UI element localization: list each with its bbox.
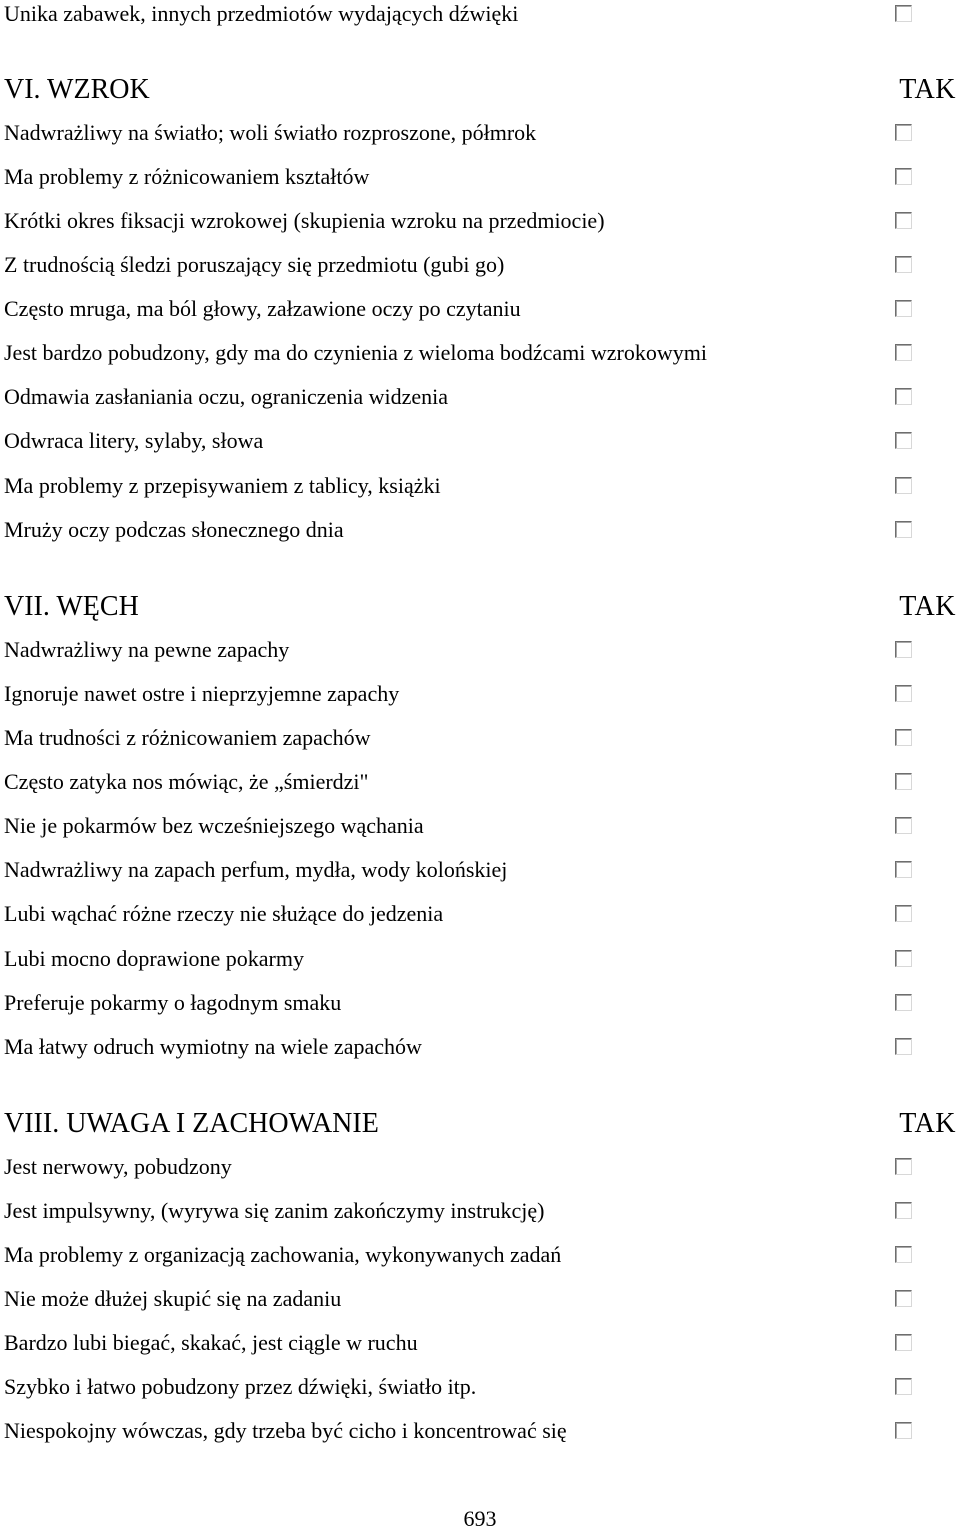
checkbox-tak[interactable] [895,1378,912,1395]
checkbox-tak[interactable] [895,641,912,658]
item-label: Unika zabawek, innych przedmiotów wydających dźwięki [4,1,519,26]
checkbox-tak[interactable] [895,212,912,229]
checkbox-tak[interactable] [895,861,912,878]
item-label: Ma trudności z różnicowaniem zapachów [4,725,371,750]
checkbox-tak[interactable] [895,1158,912,1175]
item-label: Niespokojny wówczas, gdy trzeba być cicho i koncentrować się [4,1418,567,1443]
checkbox-tak[interactable] [895,950,912,967]
column-label-tak: TAK [899,1108,956,1139]
item-label: Ma problemy z organizacją zachowania, wykonywanych zadań [4,1242,562,1267]
section-heading [4,587,956,627]
item-label: Często mruga, ma ból głowy, załzawione oczy po czytaniu [4,296,521,321]
column-label-tak: TAK [899,591,956,622]
item-label: Lubi mocno doprawione pokarmy [4,946,304,971]
checklist-item [4,672,956,716]
checklist-item [4,937,956,981]
checklist-item [4,375,956,419]
checkbox-tak[interactable] [895,256,912,273]
item-label: Ma problemy z przepisywaniem z tablicy, książki [4,473,441,498]
checkbox-tak[interactable] [895,994,912,1011]
section-title: VIII. UWAGA I ZACHOWANIE [4,1108,379,1139]
checkbox-tak[interactable] [895,124,912,141]
checklist-item [4,1321,956,1365]
checkbox-tak[interactable] [895,344,912,361]
checkbox-tak[interactable] [895,1246,912,1263]
checkbox-tak[interactable] [895,773,912,790]
item-label: Nadwrażliwy na pewne zapachy [4,637,290,662]
item-label: Z trudnością śledzi poruszający się przedmiotu (gubi go) [4,252,505,277]
checkbox-tak[interactable] [895,905,912,922]
checklist-item [4,804,956,848]
item-label: Jest nerwowy, pobudzony [4,1154,232,1179]
item-label: Bardzo lubi biegać, skakać, jest ciągle w ruchu [4,1330,418,1355]
checkbox-tak[interactable] [895,685,912,702]
checkbox-tak[interactable] [895,5,912,22]
checklist-item [4,243,956,287]
item-label: Nie może dłużej skupić się na zadaniu [4,1286,342,1311]
item-label: Ma problemy z różnicowaniem kształtów [4,164,370,189]
checklist-item [4,155,956,199]
checklist-item [4,419,956,463]
item-label: Jest bardzo pobudzony, gdy ma do czynienia z wieloma bodźcami wzrokowymi [4,340,707,365]
item-label: Odmawia zasłaniania oczu, ograniczenia widzenia [4,384,449,409]
checkbox-tak[interactable] [895,1334,912,1351]
checklist-item [4,0,956,36]
checklist-item [4,1025,956,1069]
checkbox-tak[interactable] [895,729,912,746]
checklist-item [4,1233,956,1277]
checkbox-tak[interactable] [895,1422,912,1439]
checklist-item [4,1365,956,1409]
checkbox-tak[interactable] [895,300,912,317]
checklist-item [4,760,956,804]
checklist-item [4,848,956,892]
item-label: Szybko i łatwo pobudzony przez dźwięki, światło itp. [4,1374,477,1399]
checkbox-tak[interactable] [895,388,912,405]
item-label: Często zatyka nos mówiąc, że „śmierdzi" [4,769,369,794]
checklist-item [4,892,956,936]
checklist-item [4,1189,956,1233]
checklist-item [4,981,956,1025]
checklist-item [4,628,956,672]
item-label: Nie je pokarmów bez wcześniejszego wąchania [4,813,424,838]
section-title: VI. WZROK [4,74,150,105]
section-heading [4,70,956,110]
checklist-item [4,1409,956,1453]
item-label: Ma łatwy odruch wymiotny na wiele zapachów [4,1034,422,1059]
checkbox-tak[interactable] [895,1202,912,1219]
item-label: Jest impulsywny, (wyrywa się zanim zakończymy instrukcję) [4,1198,545,1223]
item-label: Nadwrażliwy na światło; woli światło rozproszone, półmrok [4,120,537,145]
checklist-item [4,716,956,760]
checklist-item [4,331,956,375]
item-label: Preferuje pokarmy o łagodnym smaku [4,990,342,1015]
page-number: 693 [463,1506,497,1531]
checkbox-tak[interactable] [895,168,912,185]
item-label: Lubi wąchać różne rzeczy nie służące do jedzenia [4,901,444,926]
checklist-item [4,464,956,508]
column-label-tak: TAK [899,74,956,105]
checkbox-tak[interactable] [895,1290,912,1307]
checkbox-tak[interactable] [895,432,912,449]
checklist-item [4,1145,956,1189]
item-label: Nadwrażliwy na zapach perfum, mydła, wody kolońskiej [4,857,508,882]
item-label: Ignoruje nawet ostre i nieprzyjemne zapachy [4,681,400,706]
checkbox-tak[interactable] [895,1038,912,1055]
section-title: VII. WĘCH [4,591,139,622]
checkbox-tak[interactable] [895,817,912,834]
checklist-item [4,287,956,331]
checklist-item [4,199,956,243]
checklist-item [4,508,956,552]
item-label: Odwraca litery, sylaby, słowa [4,428,264,453]
item-label: Krótki okres fiksacji wzrokowej (skupienia wzroku na przedmiocie) [4,208,605,233]
item-label: Mruży oczy podczas słonecznego dnia [4,517,344,542]
checklist-item [4,111,956,155]
checkbox-tak[interactable] [895,521,912,538]
checkbox-tak[interactable] [895,477,912,494]
section-heading [4,1104,956,1144]
checklist-item [4,1277,956,1321]
